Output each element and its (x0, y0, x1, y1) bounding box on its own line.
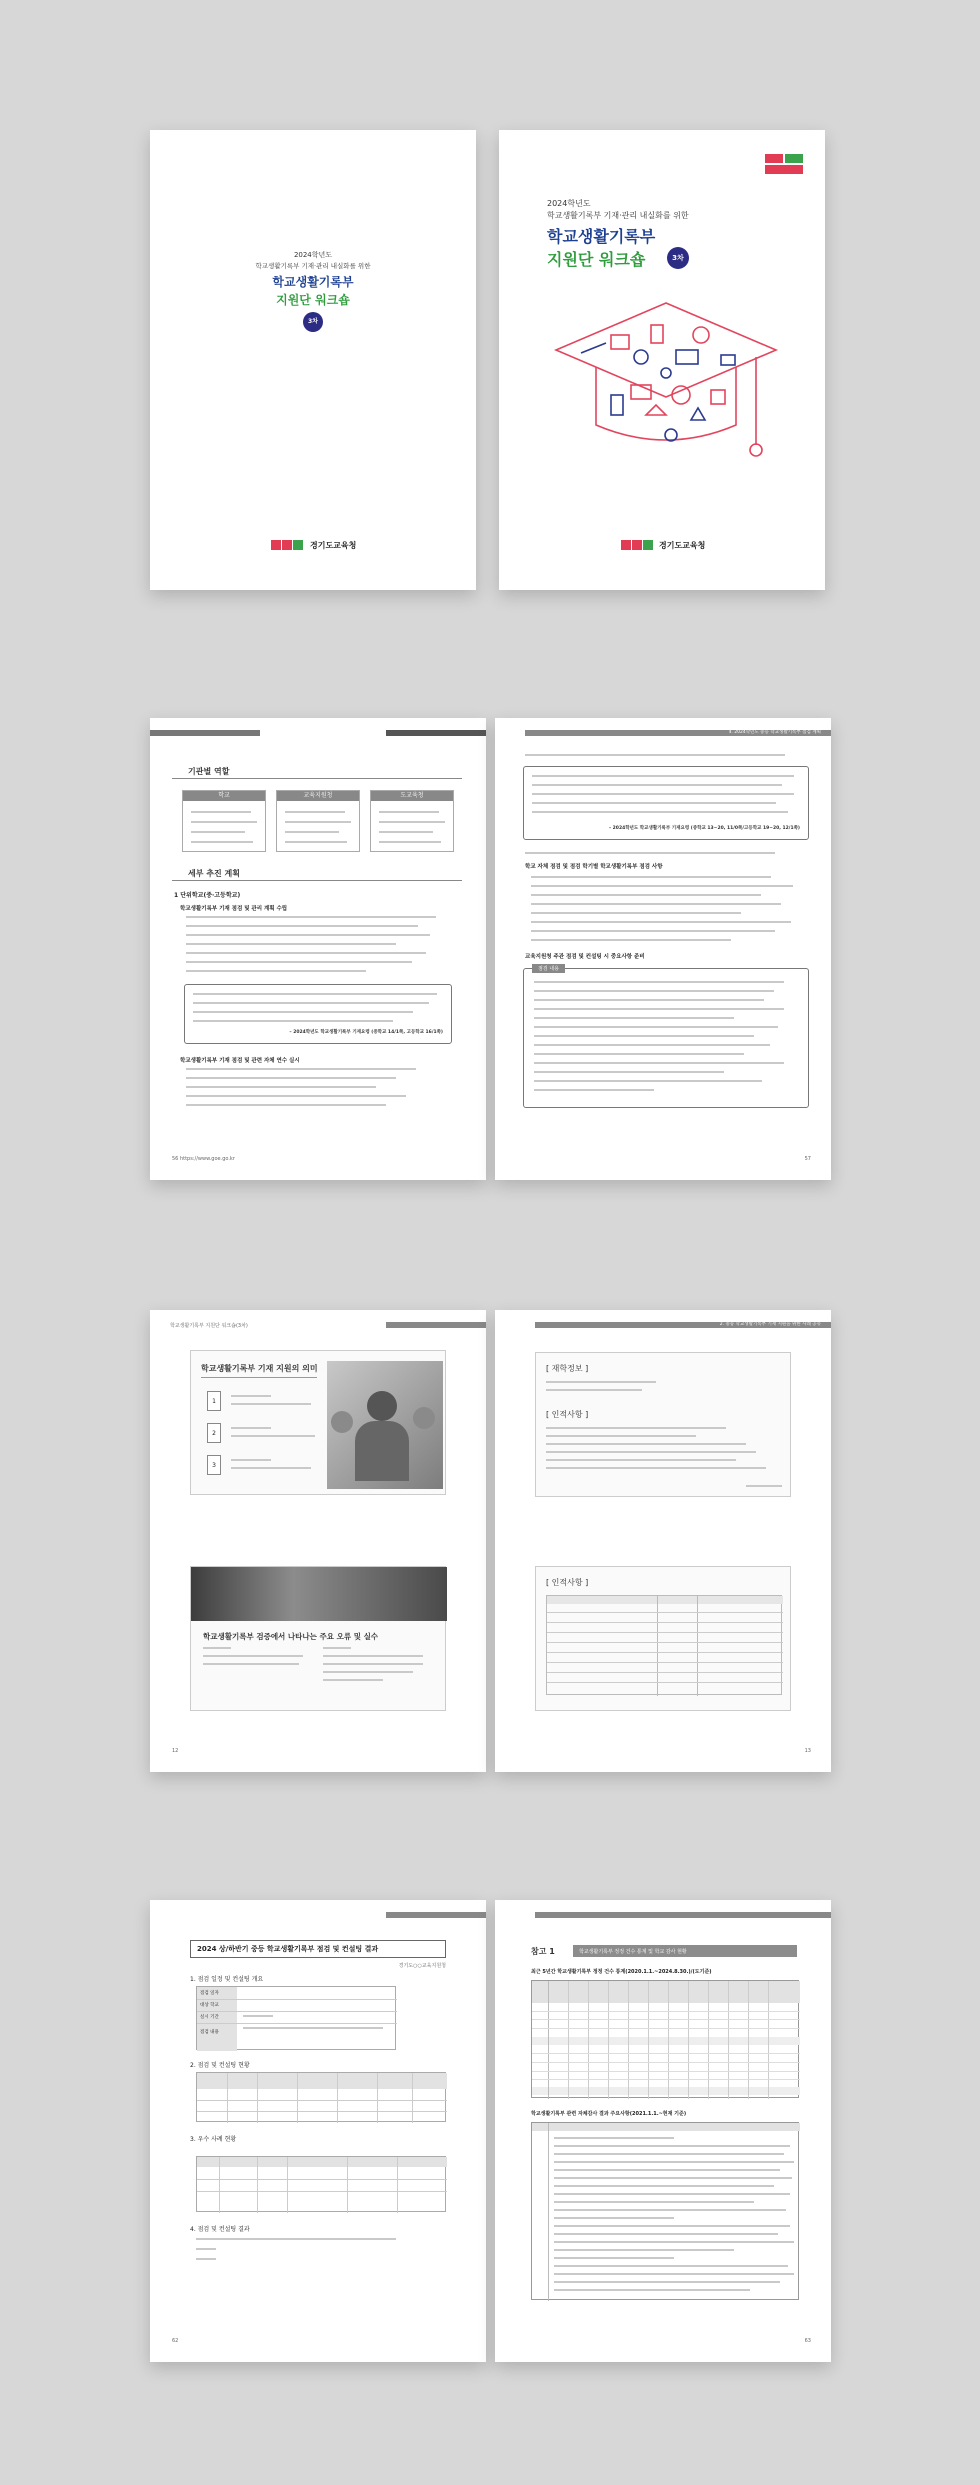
spread2-page-right: 57 (804, 1156, 811, 1162)
cover-right-logo-icon (621, 540, 655, 550)
laptop-photo (191, 1567, 447, 1621)
spread4-left-s1: 1. 점검 일정 및 컨설팅 개요 (190, 1976, 264, 1983)
status-table (196, 2072, 446, 2122)
cover-left-subtitle: 학교생활기록부 기재·관리 내실화를 위한 (255, 262, 371, 270)
spread4-right-h1: 최근 5년간 학교생활기록부 정정 건수 통계(2020.1.1.~2024.8.30.)/(도기준) (531, 1969, 712, 1975)
spread2-item1: 1 단위학교(중·고등학교) (174, 892, 241, 899)
spread2-page-left: 56 https://www.goe.go.kr (172, 1156, 235, 1162)
spread2-right-h2: 교육지원청 주관 점검 및 컨설팅 시 중요사항 준비 (525, 954, 645, 960)
cover-left-page (150, 130, 476, 590)
spread4-page-right: 63 (804, 2338, 811, 2344)
cover-right-badge-icon (765, 154, 805, 176)
spread4-left-s3: 3. 우수 사례 현황 (190, 2136, 237, 2143)
cover-left-year: 2024학년도 (293, 251, 333, 259)
spread3-left-page (150, 1310, 486, 1772)
spread3-page-right: 13 (804, 1748, 811, 1754)
cover-right-year: 2024학년도 (547, 199, 591, 208)
spread2-right-checklist-box: 점검 내용 (523, 968, 809, 1108)
personal-info-table (546, 1595, 782, 1695)
step-1: 1 (207, 1391, 221, 1411)
cover-right-title-line1: 학교생활기록부 (547, 227, 656, 246)
cover-left-title-line2: 지원단 워크숍 (276, 293, 350, 307)
cover-right-org: 경기도교육청 (659, 541, 706, 550)
spread4-right-page (495, 1900, 831, 2362)
cover-right-title-line2: 지원단 워크숍 (547, 250, 646, 269)
spread4-right-h2: 학교생활기록부 관련 자체감사 결과 주요사항(2021.1.1.~현재 기준) (531, 2111, 687, 2117)
cover-left-session-badge: 3차 (303, 312, 323, 332)
spread2-item1-sub3: 학교생활기록부 기재 점검 및 관련 자체 연수 실시 (180, 1058, 300, 1064)
spread4-page-left: 62 (172, 2338, 179, 2344)
spread2-left-page (150, 718, 486, 1180)
slide-errors: 학교생활기록부 검증에서 나타나는 주요 오류 및 실수 (190, 1566, 446, 1711)
spread3-page-left: 12 (172, 1748, 179, 1754)
cover-left-org: 경기도교육청 (310, 541, 357, 550)
role-box-school: 학교 (182, 790, 266, 852)
step-3: 3 (207, 1455, 221, 1475)
cover-right-page (499, 130, 825, 590)
sheet-personal-info: [ 인적사항 ] (535, 1566, 791, 1711)
spread2-quote-box: – 2024학년도 학교생활기록부 기재요령 (중학교 14/1쪽, 고등학교 16/1쪽) (184, 984, 452, 1044)
role-box-district: 교육지원청 (276, 790, 360, 852)
audit-results-table (531, 2122, 799, 2300)
step-2: 2 (207, 1423, 221, 1443)
spread3-header-right: 2. 중등 학교생활기록부 기재 지원을 위한 사례 공유 (719, 1322, 821, 1327)
spread2-right-quote-box: – 2024학년도 학교생활기록부 기재요령 (중학교 13~20, 11/0쪽/고등학교 19~20, 12/1쪽) (523, 766, 809, 840)
spread2-section1-title: 기관별 역할 (188, 767, 230, 776)
spread4-left-s2: 2. 점검 및 컨설팅 현황 (190, 2062, 250, 2069)
spread2-section2-title: 세부 추진 계획 (188, 869, 240, 878)
role-box-province: 도교육청 (370, 790, 454, 852)
meeting-photo (327, 1361, 443, 1489)
overview-table: 점검 일자 대상 학교 실시 기간 점검 내용 (196, 1986, 396, 2050)
spread2-right-header: Ⅱ. 2024학년도 중등 학교생활기록부 점검 계획 (729, 730, 821, 735)
spread2-right-page (495, 718, 831, 1180)
slide-meaning: 학교생활기록부 기재 지원의 의미 1 2 3 (190, 1350, 446, 1495)
cover-left-logo-icon (271, 540, 305, 550)
graduation-cap-illustration (551, 295, 781, 505)
sheet-school-info: [ 재학정보 ] [ 인적사항 ] (535, 1352, 791, 1497)
spread2-right-h1: 학교 자체 점검 및 점검 학기별 학교생활기록부 점검 사항 (525, 864, 663, 870)
spread4-left-title-box: 2024 상/하반기 중등 학교생활기록부 점검 및 컨설팅 결과 (190, 1940, 446, 1958)
spread4-right-title: 참고 1 (531, 1947, 555, 1956)
spread3-right-page (495, 1310, 831, 1772)
spread3-header-left: 학교생활기록부 지원단 워크숍(3차) (170, 1323, 248, 1329)
spread2-item1-sub1: 학교생활기록부 기재 점검 및 관리 계획 수립 (180, 906, 288, 912)
spread4-left-org: 경기도○○교육지원청 (398, 1963, 446, 1969)
spread4-left-s4: 4. 점검 및 컨설팅 결과 (190, 2226, 250, 2233)
spread4-left-page (150, 1900, 486, 2362)
cover-right-session-badge: 3차 (667, 247, 689, 269)
cover-left-title-line1: 학교생활기록부 (272, 275, 354, 289)
spread4-right-tag: 학교생활기록부 정정 건수 통계 및 학교 감사 현황 (573, 1945, 797, 1957)
correction-stats-table (531, 1980, 799, 2098)
cover-right-subtitle: 학교생활기록부 기재·관리 내실화를 위한 (547, 211, 689, 220)
best-practice-table (196, 2156, 446, 2212)
